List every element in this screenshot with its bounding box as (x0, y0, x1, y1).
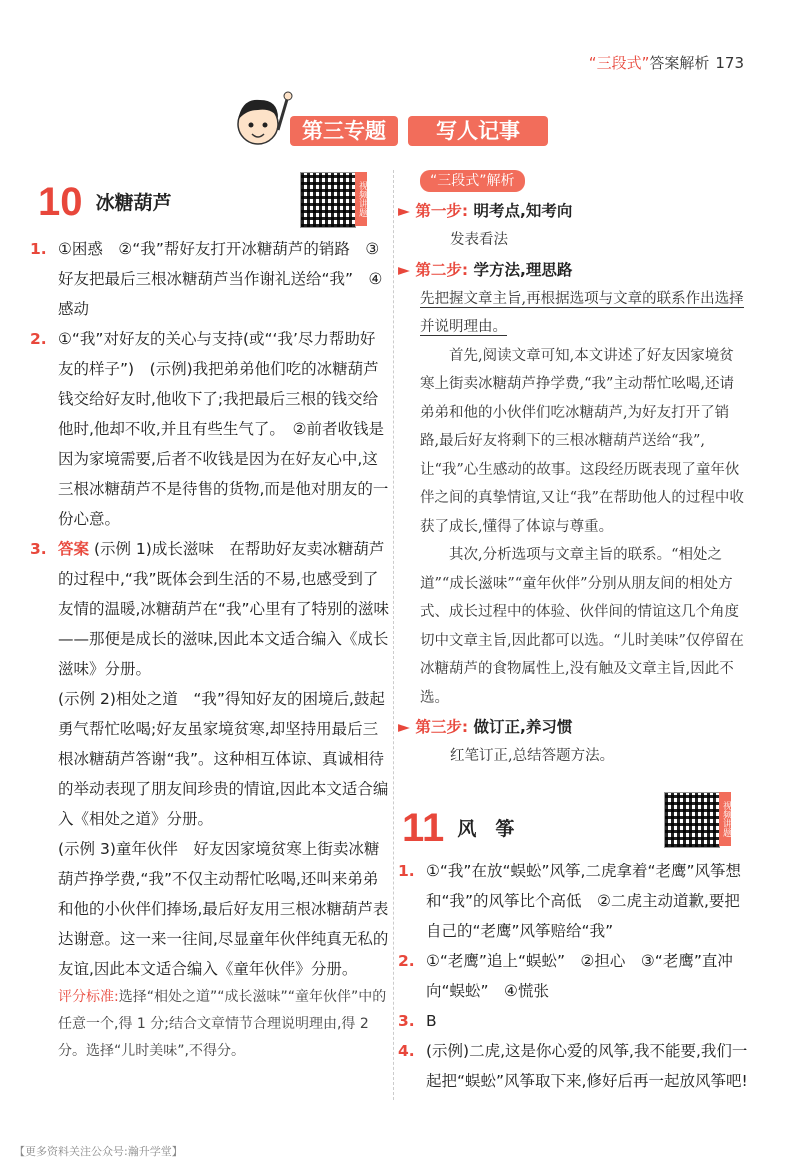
answer-item (30, 324, 390, 534)
grading-label: 评分标准: (58, 989, 119, 1005)
arrow-icon: ► (398, 260, 410, 279)
item-text: ①“我”在放“蜈蚣”风筝,二虎拿着“老鹰”风筝想和“我”的风筝比个高低 ②二虎主动道歉,要把自己的“老鹰”风筝赔给“我” (426, 862, 742, 940)
step-title: 做订正,养习惯 (473, 718, 573, 736)
step-label: 第一步: (415, 202, 469, 220)
answer-item (398, 1036, 748, 1096)
page-header (589, 52, 744, 73)
step-3-text: 红笔订正,总结答题方法。 (450, 748, 615, 764)
answer-item (398, 1006, 748, 1036)
item-number: 1. (30, 240, 47, 258)
qr-code-icon[interactable] (664, 792, 720, 848)
item-number: 2. (398, 952, 415, 970)
banner-left: 第三专题 (290, 116, 398, 146)
item-text: B (426, 1012, 437, 1030)
section-10-heading (38, 180, 172, 224)
section-number: 11 (402, 806, 445, 850)
item-text: ①困惑 ②“我”帮好友打开冰糖葫芦的销路 ③好友把最后三根冰糖葫芦当作谢礼送给“我” ④感动 (58, 240, 383, 318)
example-2: (示例 2)相处之道 “我”得知好友的困境后,鼓起勇气帮忙吆喝;好友虽家境贫寒,却坚持用最后三根冰糖葫芦答谢“我”。这种相互体谅、真诚相待的举动表现了朋友间珍贵的情谊,因此本文适合编入《相处之道》分册。 (58, 690, 389, 828)
grading-criteria (30, 984, 390, 1065)
item-text: (示例)二虎,这是你心爱的风筝,我不能要,我们一起把“蜈蚣”风筝取下来,修好后再一起放风筝吧! (426, 1042, 748, 1090)
item-number: 3. (30, 540, 47, 558)
item-number: 4. (398, 1042, 415, 1060)
item-number: 1. (398, 862, 415, 880)
item-text: ①“我”对好友的关心与支持(或“‘我’尽力帮助好友的样子”) (示例)我把弟弟他们吃的冰糖葫芦钱交给好友时,他收下了;我把最后三根的钱交给他时,他却不收,并且有些生气了。 ②前者收钱是因为家境需要,后者不收钱是因为在好友心中,这三根冰糖葫芦不是待售的货物,而是他对朋友的一份心意。 (58, 330, 389, 528)
header-brand: “三段式” (588, 54, 650, 72)
mascot-icon (228, 90, 296, 156)
section-number: 10 (38, 180, 83, 224)
footer-note: 【更多资料关注公众号:瀚升学堂】 (14, 1145, 183, 1158)
qr-code-icon[interactable] (300, 172, 356, 228)
page-number: 173 (715, 54, 744, 72)
step-2-method (398, 285, 748, 342)
step-1 (398, 196, 748, 226)
answer-item (398, 946, 748, 1006)
step-label: 第二步: (415, 260, 469, 279)
arrow-icon: ► (398, 718, 410, 736)
analysis-paragraph-2: 其次,分析选项与文章主旨的联系。“相处之道”“成长滋味”“童年伙伴”分别从朋友间的相处方式、成长过程中的体验、伙伴间的情谊这几个角度切中文章主旨,因此都可以选。“儿时美味”仅停留在冰糖葫芦的食物属性上,没有触及文章主旨,因此不选。 (420, 547, 744, 706)
item-number: 2. (30, 330, 47, 348)
video-tag: 视频讲题 (355, 172, 367, 226)
topic-banner (228, 110, 554, 150)
answer-item (398, 856, 748, 946)
step-title: 明考点,知考向 (473, 202, 573, 220)
grading-text: 选择“相处之道”“成长滋味”“童年伙伴”中的任意一个,得 1 分;结合文章情节合理说明理由,得 2 分。选择“儿时美味”,不得分。 (58, 989, 387, 1059)
section-11-heading (402, 806, 514, 850)
step-3 (398, 712, 748, 742)
step-title: 学方法,理思路 (473, 260, 573, 279)
example-3: (示例 3)童年伙伴 好友因家境贫寒上街卖冰糖葫芦挣学费,“我”不仅主动帮忙吆喝,还叫来弟弟和他的小伙伴们捧场,最后好友用三根冰糖葫芦表达谢意。这一来一往间,尽显童年伙伴纯真无私的友谊,因此本文适合编入《童年伙伴》分册。 (58, 840, 389, 978)
analysis-tag: “三段式”解析 (420, 170, 525, 192)
step-label: 第三步: (415, 718, 469, 736)
item-text: ①“老鹰”追上“蜈蚣” ②担心 ③“老鹰”直冲向“蜈蚣” ④慌张 (426, 952, 733, 1000)
left-column (30, 234, 390, 1065)
section-11-answers (398, 856, 748, 1096)
method-line: 先把握文章主旨,再根据选项与文章的联系作出选择并说明理由。 (420, 290, 744, 335)
answer-item (30, 534, 390, 684)
analysis-paragraph-1: 首先,阅读文章可知,本文讲述了好友因家境贫寒上街卖冰糖葫芦挣学费,“我”主动帮忙吆喝,还请弟弟和他的小伙伴们吃冰糖葫芦,为好友打开了销路,最后好友将剩下的三根冰糖葫芦送给“我”,让“我”心生感动的故事。这段经历既表现了童年伙伴之间的真挚情谊,又让“我”在帮助他人的过程中收获了成长,懂得了体谅与尊重。 (420, 347, 744, 535)
column-divider (393, 170, 394, 1100)
section-title: 风 筝 (457, 818, 515, 840)
item-number: 3. (398, 1012, 415, 1030)
section-title: 冰糖葫芦 (95, 192, 172, 214)
banner-right: 写人记事 (408, 116, 548, 146)
arrow-icon: ► (398, 202, 410, 220)
step-2 (398, 255, 748, 285)
answer-item (30, 234, 390, 324)
header-title: 答案解析 (649, 54, 710, 72)
example-1: (示例 1)成长滋味 在帮助好友卖冰糖葫芦的过程中,“我”既体会到生活的不易,也感受到了友情的温暖,冰糖葫芦在“我”心里有了特别的滋味——那便是成长的滋味,因此本文适合编入《成长滋味》分册。 (58, 540, 389, 678)
video-tag: 视频讲题 (719, 792, 731, 846)
answer-label: 答案 (58, 540, 90, 558)
analysis-panel (398, 170, 748, 771)
step-1-text: 发表看法 (450, 232, 508, 248)
